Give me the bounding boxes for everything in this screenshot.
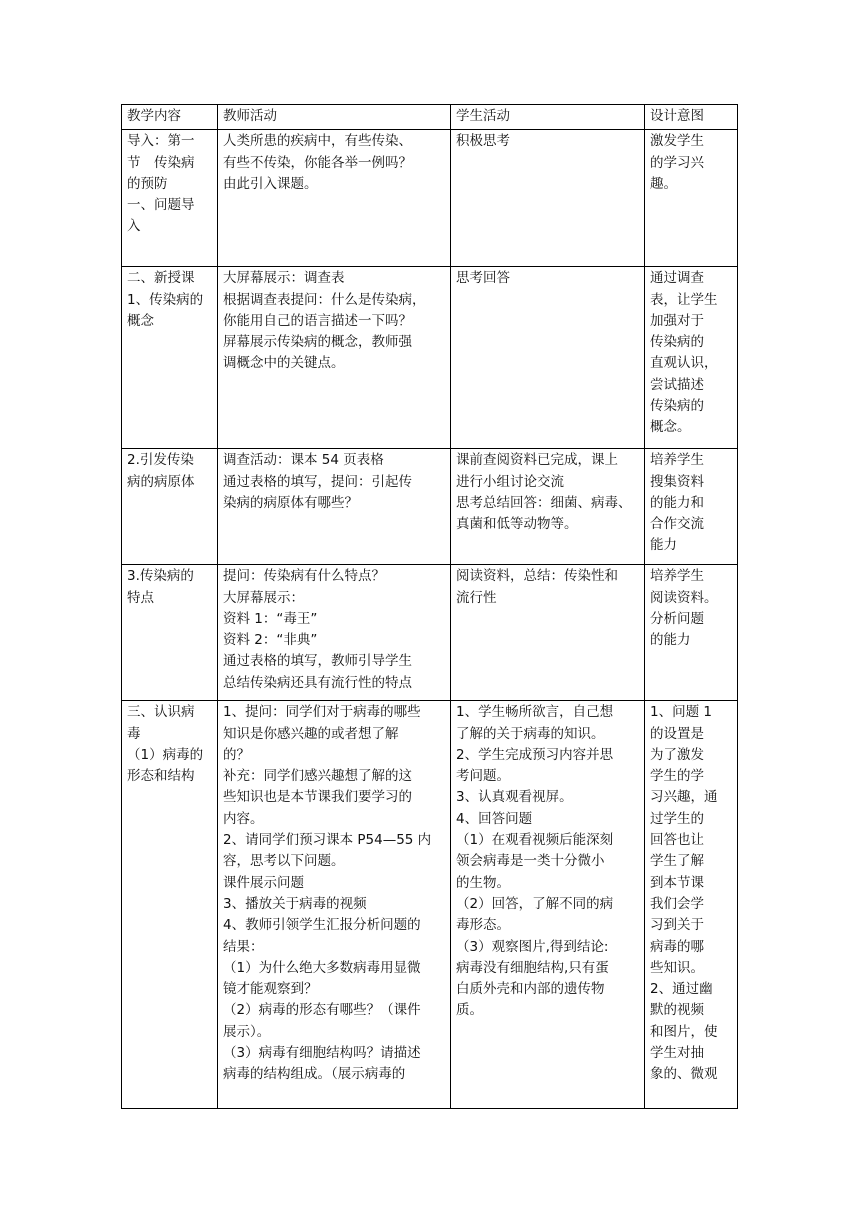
cell-teacher-activity bbox=[218, 701, 451, 1109]
header-row bbox=[122, 105, 738, 130]
cell-line: （2）回答，了解不同的病 bbox=[456, 895, 614, 912]
cell-line: 和图片，使 bbox=[650, 1023, 718, 1040]
cell-teacher-activity bbox=[218, 130, 451, 267]
cell-line: 3、播放关于病毒的视频 bbox=[223, 895, 367, 912]
cell-line: 有些不传染，你能各举一例吗？ bbox=[223, 154, 412, 171]
cell-line: （3）观察图片,得到结论: bbox=[456, 938, 609, 955]
cell-line: 趣。 bbox=[650, 175, 677, 192]
header-teacher-activity: 教师活动 bbox=[218, 105, 451, 130]
cell-line: 镜才能观察到？ bbox=[223, 981, 318, 998]
cell-line: 阅读资料。 bbox=[650, 589, 718, 606]
cell-line: 直观认识， bbox=[650, 355, 718, 372]
cell-line: 一、问题导 bbox=[127, 197, 195, 214]
cell-line: 能力 bbox=[650, 537, 677, 554]
lesson-plan-table bbox=[121, 104, 738, 1109]
cell-line: （1）病毒的 bbox=[127, 746, 204, 763]
cell-line: （1）为什么绝大多数病毒用显微 bbox=[223, 959, 421, 976]
cell-line: 通过表格的填写，教师引导学生 bbox=[223, 653, 412, 670]
cell-line: 课前查阅资料已完成，课上 bbox=[456, 452, 618, 469]
cell-line: 大屏幕展示：调查表 bbox=[223, 270, 345, 287]
cell-student-activity bbox=[451, 130, 645, 267]
cell-line: 过学生的 bbox=[650, 810, 704, 827]
cell-line: 培养学生 bbox=[650, 568, 704, 585]
cell-line: 积极思考 bbox=[456, 133, 510, 150]
cell-line: 3.传染病的 bbox=[127, 568, 194, 585]
cell-design-intent bbox=[645, 565, 738, 701]
cell-line: （3）病毒有细胞结构吗？请描述 bbox=[223, 1045, 421, 1062]
cell-line: 4、教师引领学生汇报分析问题的 bbox=[223, 917, 421, 934]
cell-line: 的？ bbox=[223, 746, 250, 763]
cell-line: 些知识。 bbox=[650, 959, 704, 976]
cell-line: 培养学生 bbox=[650, 452, 704, 469]
cell-line: 学生了解 bbox=[650, 853, 704, 870]
cell-teacher-activity bbox=[218, 449, 451, 565]
cell-line: 毒形态。 bbox=[456, 917, 510, 934]
cell-line: 分析问题 bbox=[650, 610, 704, 627]
cell-line: 通过表格的填写，提问：引起传 bbox=[223, 473, 412, 490]
cell-design-intent bbox=[645, 449, 738, 565]
cell-line: 合作交流 bbox=[650, 516, 704, 533]
cell-line: 传染病的 bbox=[650, 398, 704, 415]
cell-line: 4、回答问题 bbox=[456, 810, 533, 827]
cell-line: 加强对于 bbox=[650, 312, 704, 329]
cell-line: 结果： bbox=[223, 938, 264, 955]
table-row bbox=[122, 565, 738, 701]
cell-line: 病的病原体 bbox=[127, 473, 195, 490]
cell-teacher-activity bbox=[218, 565, 451, 701]
cell-line: 的能力 bbox=[650, 632, 691, 649]
header-teaching-content: 教学内容 bbox=[122, 105, 218, 130]
cell-line: 病毒的哪 bbox=[650, 938, 704, 955]
cell-line: 尝试描述 bbox=[650, 376, 704, 393]
cell-line: 病毒的结构组成。（展示病毒的 bbox=[223, 1066, 406, 1083]
cell-line: 你能用自己的语言描述一下吗？ bbox=[223, 312, 412, 329]
cell-line: 课件展示问题 bbox=[223, 874, 304, 891]
cell-line: 思考总结回答：细菌、病毒、 bbox=[456, 494, 632, 511]
cell-line: 导入：第一 bbox=[127, 133, 195, 150]
cell-line: 资料 2：“非典” bbox=[223, 632, 318, 649]
cell-teacher-activity bbox=[218, 267, 451, 449]
table-row bbox=[122, 130, 738, 267]
cell-line: 2、学生完成预习内容并思 bbox=[456, 746, 614, 763]
cell-line: 屏幕展示传染病的概念，教师强 bbox=[223, 334, 412, 351]
cell-line: 入 bbox=[127, 218, 141, 235]
cell-line: 白质外壳和内部的遗传物 bbox=[456, 981, 605, 998]
cell-line: 二、新授课 bbox=[127, 270, 195, 287]
cell-line: 1、学生畅所欲言，自己想 bbox=[456, 704, 614, 721]
cell-design-intent bbox=[645, 701, 738, 1109]
table-row bbox=[122, 701, 738, 1109]
cell-line: 内容。 bbox=[223, 810, 264, 827]
cell-line: 通过调查 bbox=[650, 270, 704, 287]
cell-line: 调查活动：课本 54 页表格 bbox=[223, 452, 384, 469]
cell-design-intent bbox=[645, 130, 738, 267]
cell-line: 人类所患的疾病中，有些传染、 bbox=[223, 133, 412, 150]
cell-line: （2）病毒的形态有哪些？（课件 bbox=[223, 1002, 421, 1019]
cell-line: 流行性 bbox=[456, 589, 497, 606]
cell-line: 1、提问：同学们对于病毒的哪些 bbox=[223, 704, 421, 721]
cell-line: 的学习兴 bbox=[650, 154, 704, 171]
cell-line: 传染病的 bbox=[650, 334, 704, 351]
table-row bbox=[122, 449, 738, 565]
cell-line: 补充：同学们感兴趣想了解的这 bbox=[223, 768, 412, 785]
header-design-intent: 设计意图 bbox=[645, 105, 738, 130]
cell-line: 的生物。 bbox=[456, 874, 510, 891]
table-row bbox=[122, 267, 738, 449]
cell-line: 习到关于 bbox=[650, 917, 704, 934]
cell-line: 1、问题 1 bbox=[650, 704, 712, 721]
cell-line: 根据调查表提问：什么是传染病， bbox=[223, 291, 426, 308]
cell-line: 考问题。 bbox=[456, 768, 510, 785]
cell-line: 象的、微观 bbox=[650, 1066, 718, 1083]
cell-line: 节 传染病 bbox=[127, 154, 195, 171]
cell-line: 三、认识病 bbox=[127, 704, 195, 721]
cell-line: 阅读资料，总结：传染性和 bbox=[456, 568, 618, 585]
cell-line: 大屏幕展示： bbox=[223, 589, 304, 606]
cell-student-activity bbox=[451, 449, 645, 565]
cell-line: 形态和结构 bbox=[127, 768, 195, 785]
cell-line: 2、通过幽 bbox=[650, 981, 713, 998]
cell-line: 回答也让 bbox=[650, 832, 704, 849]
cell-line: 些知识也是本节课我们要学习的 bbox=[223, 789, 412, 806]
cell-teaching-content bbox=[122, 701, 218, 1109]
cell-line: 的预防 bbox=[127, 175, 168, 192]
cell-line: 1、传染病的 bbox=[127, 291, 204, 308]
cell-design-intent bbox=[645, 267, 738, 449]
cell-line: 了解的关于病毒的知识。 bbox=[456, 725, 605, 742]
cell-line: 学生的学 bbox=[650, 768, 704, 785]
cell-line: 表，让学生 bbox=[650, 291, 718, 308]
cell-line: 习兴趣，通 bbox=[650, 789, 718, 806]
cell-student-activity bbox=[451, 267, 645, 449]
cell-line: 2.引发传染 bbox=[127, 452, 194, 469]
cell-line: 概念 bbox=[127, 312, 154, 329]
cell-line: 容，思考以下问题。 bbox=[223, 853, 345, 870]
cell-line: 2、请同学们预习课本 P54—55 内 bbox=[223, 832, 432, 849]
cell-line: 特点 bbox=[127, 589, 154, 606]
cell-line: 概念。 bbox=[650, 419, 691, 436]
cell-line: 提问：传染病有什么特点？ bbox=[223, 568, 385, 585]
cell-line: 知识是你感兴趣的或者想了解 bbox=[223, 725, 399, 742]
cell-line: 学生对抽 bbox=[650, 1045, 704, 1062]
cell-line: 总结传染病还具有流行性的特点 bbox=[223, 674, 412, 691]
cell-line: 激发学生 bbox=[650, 133, 704, 150]
cell-line: 的能力和 bbox=[650, 494, 704, 511]
cell-line: 染病的病原体有哪些？ bbox=[223, 494, 358, 511]
cell-student-activity bbox=[451, 565, 645, 701]
cell-line: 搜集资料 bbox=[650, 473, 704, 490]
cell-line: 领会病毒是一类十分微小 bbox=[456, 853, 605, 870]
cell-line: 病毒没有细胞结构,只有蛋 bbox=[456, 959, 609, 976]
cell-teaching-content bbox=[122, 449, 218, 565]
cell-teaching-content bbox=[122, 130, 218, 267]
cell-line: 我们会学 bbox=[650, 895, 704, 912]
cell-line: 调概念中的关键点。 bbox=[223, 355, 345, 372]
cell-line: 质。 bbox=[456, 1002, 483, 1019]
cell-line: 展示）。 bbox=[223, 1023, 271, 1040]
cell-line: 由此引入课题。 bbox=[223, 175, 318, 192]
cell-line: 默的视频 bbox=[650, 1002, 704, 1019]
cell-line: 毒 bbox=[127, 725, 141, 742]
cell-student-activity bbox=[451, 701, 645, 1109]
cell-line: 的设置是 bbox=[650, 725, 704, 742]
cell-line: （1）在观看视频后能深刻 bbox=[456, 832, 614, 849]
cell-line: 资料 1：“毒王” bbox=[223, 610, 318, 627]
cell-line: 3、认真观看视屏。 bbox=[456, 789, 573, 806]
cell-line: 真菌和低等动物等。 bbox=[456, 516, 578, 533]
cell-line: 进行小组讨论交流 bbox=[456, 473, 564, 490]
cell-line: 为了激发 bbox=[650, 746, 704, 763]
cell-line: 思考回答 bbox=[456, 270, 510, 287]
cell-teaching-content bbox=[122, 565, 218, 701]
cell-line: 到本节课 bbox=[650, 874, 704, 891]
cell-teaching-content bbox=[122, 267, 218, 449]
header-student-activity: 学生活动 bbox=[451, 105, 645, 130]
